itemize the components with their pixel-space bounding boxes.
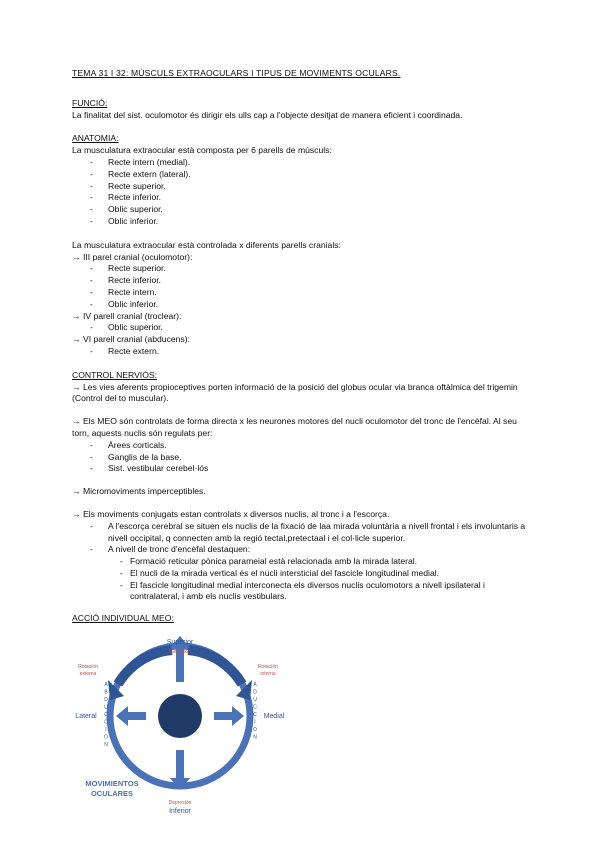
funcio-text: La finalitat del sist. oculomotor és dirigir els ulls cap a l'objecte desitjat de manera eficient i coordinada.: [72, 109, 463, 120]
list-item: - Àrees corticals.: [72, 440, 532, 452]
control-p2-list: [72, 440, 532, 475]
left-arrow-shaft: [126, 712, 146, 720]
label-oculares: OCULARES: [90, 789, 134, 798]
aduccion-letter: I: [254, 719, 256, 726]
abduccion-letter: U: [104, 704, 108, 711]
aduccion-letter: C: [253, 712, 257, 718]
nerve-vi-list: [72, 346, 532, 358]
label-rotacion-interna-1: Rotación: [258, 664, 278, 670]
list-item: - Formació reticular pònica parameial està relacionada amb la mirada lateral.: [72, 556, 532, 568]
list-item: - A nivell de tronc d'encèfal destaquen:: [72, 544, 532, 556]
abduccion-letter: D: [104, 697, 108, 703]
nerve-iv: → IV parell cranial (troclear):: [72, 310, 182, 321]
down-arrow-shaft: [176, 750, 184, 780]
list-item: - Recte superior.: [72, 263, 532, 275]
list-item: - Ganglis de la base.: [72, 452, 532, 464]
nerve-vi: → VI parell cranial (abducens):: [72, 334, 190, 345]
anatomia-intro: La musculatura extraocular està composta per 6 parells de músculs:: [72, 145, 332, 156]
abduccion-letter: A: [104, 682, 108, 688]
control-p1: → Les vies aferents propioceptives porten informació de la posició del globus ocular via branca oftàlmica del trigemin (Control del to muscular).: [72, 381, 518, 404]
abduccion-letter: C: [104, 719, 108, 726]
left-arrow-head: [116, 706, 128, 726]
label-abduccion: [104, 682, 108, 748]
list-item: - Recte intern.: [72, 287, 532, 299]
nerve-iii: → III parel cranial (oculomotor):: [72, 251, 193, 262]
label-elevacion: Elevación: [169, 649, 191, 655]
list-item: - Recte inferior.: [72, 275, 532, 287]
control-p4-list: [72, 521, 532, 556]
eye-movements-diagram: [62, 636, 302, 836]
control-p4-sublist: [72, 556, 532, 603]
list-item: - Recte extern (lateral).: [72, 169, 532, 181]
rotation-external-arrow: [118, 650, 172, 684]
list-item: - A l'escorça cerebral se situen els nuclis de la fixació de laa mirada voluntària a nivell frontal i els involuntaris a nivell occipital, q connecten amb la regió tectal,pretectaal i el col·licle superior.: [72, 521, 532, 545]
aduccion-letter: C: [253, 704, 257, 711]
label-rotacion-externa-1: Rotación: [78, 664, 98, 670]
label-aduccion: [253, 682, 257, 741]
nerve-iv-list: [72, 322, 532, 334]
aduccion-letter: D: [253, 689, 257, 696]
control-p4: → Els moviments conjugats estan controlats x diversos nuclis, al tronc i a l'escorça.: [72, 508, 390, 519]
control-p3: → Micromoviments imperceptibles.: [72, 486, 206, 497]
list-item: - Oblic inferior.: [72, 216, 532, 228]
label-rotacion-externa-2: externa: [79, 671, 97, 677]
eyeball-icon: [158, 694, 202, 738]
aduccion-letter: U: [253, 697, 257, 703]
list-item: - Sist. vestibular cerebel·lós: [72, 463, 532, 475]
abduccion-letter: B: [104, 689, 108, 696]
nerve-iii-list: [72, 263, 532, 310]
list-item: - El fascicle longitudinal medial interconecta els diversos nuclis oculomotors a nivell ipsilateral i contralateral, i amb els nuclis vestibulars.: [72, 580, 532, 604]
anatomia-heading: ANATOMIA:: [72, 133, 119, 144]
list-item: - El nucli de la mirada vertical és el nucli intersticial del fascicle longitudinal medial.: [72, 568, 532, 580]
accio-heading: ACCIÓ INDIVIDUAL MEO:: [72, 613, 174, 624]
label-movimientos: MOVIMIENTOS: [85, 779, 139, 788]
list-item: - Recte extern.: [72, 346, 532, 358]
abduccion-letter: N: [104, 742, 108, 748]
label-depresion: Depresión: [168, 800, 192, 806]
list-item: - Recte intern (medial).: [72, 157, 532, 169]
control-p2: → Els MEO són controlats de forma directa x les neurones motores del nucli oculomotor del tronc de l'encèfal. Al seu torn, aquests nuclis són regulats per:: [72, 416, 517, 438]
list-item: - Oblic superior.: [72, 204, 532, 216]
aduccion-letter: A: [253, 682, 257, 688]
page-title: TEMA 31 I 32: MÚSCULS EXTRAOCULARS I TIPUS DE MOVIMENTS OCULARS.: [72, 68, 401, 78]
abduccion-letter: I: [105, 727, 107, 733]
abduccion-letter: C: [104, 712, 108, 718]
right-arrow-head: [232, 706, 244, 726]
rotation-internal-arrow: [188, 650, 242, 684]
aduccion-letter: O: [253, 727, 257, 733]
control-heading: CONTROL NERVIÓS:: [72, 369, 157, 380]
list-item: - Oblic superior.: [72, 322, 532, 334]
muscles-list: [72, 157, 532, 228]
document-page: [72, 68, 532, 625]
list-item: - Recte superior.: [72, 181, 532, 193]
funcio-heading: FUNCIÓ:: [72, 97, 108, 108]
label-rotacion-interna-2: interna: [260, 671, 276, 677]
right-arrow-shaft: [214, 712, 234, 720]
aduccion-letter: N: [253, 734, 257, 741]
label-superior: Superior: [166, 639, 194, 646]
label-inferior: Inferior: [169, 808, 191, 815]
list-item: - Oblic inferior.: [72, 299, 532, 311]
label-medial: Medial: [263, 713, 285, 720]
anatomia-intro2: La musculatura extraocular està controlada x diferents parells cranials:: [72, 239, 341, 250]
list-item: - Recte inferior.: [72, 192, 532, 204]
abduccion-letter: O: [104, 734, 108, 741]
label-lateral: Lateral: [75, 713, 97, 720]
